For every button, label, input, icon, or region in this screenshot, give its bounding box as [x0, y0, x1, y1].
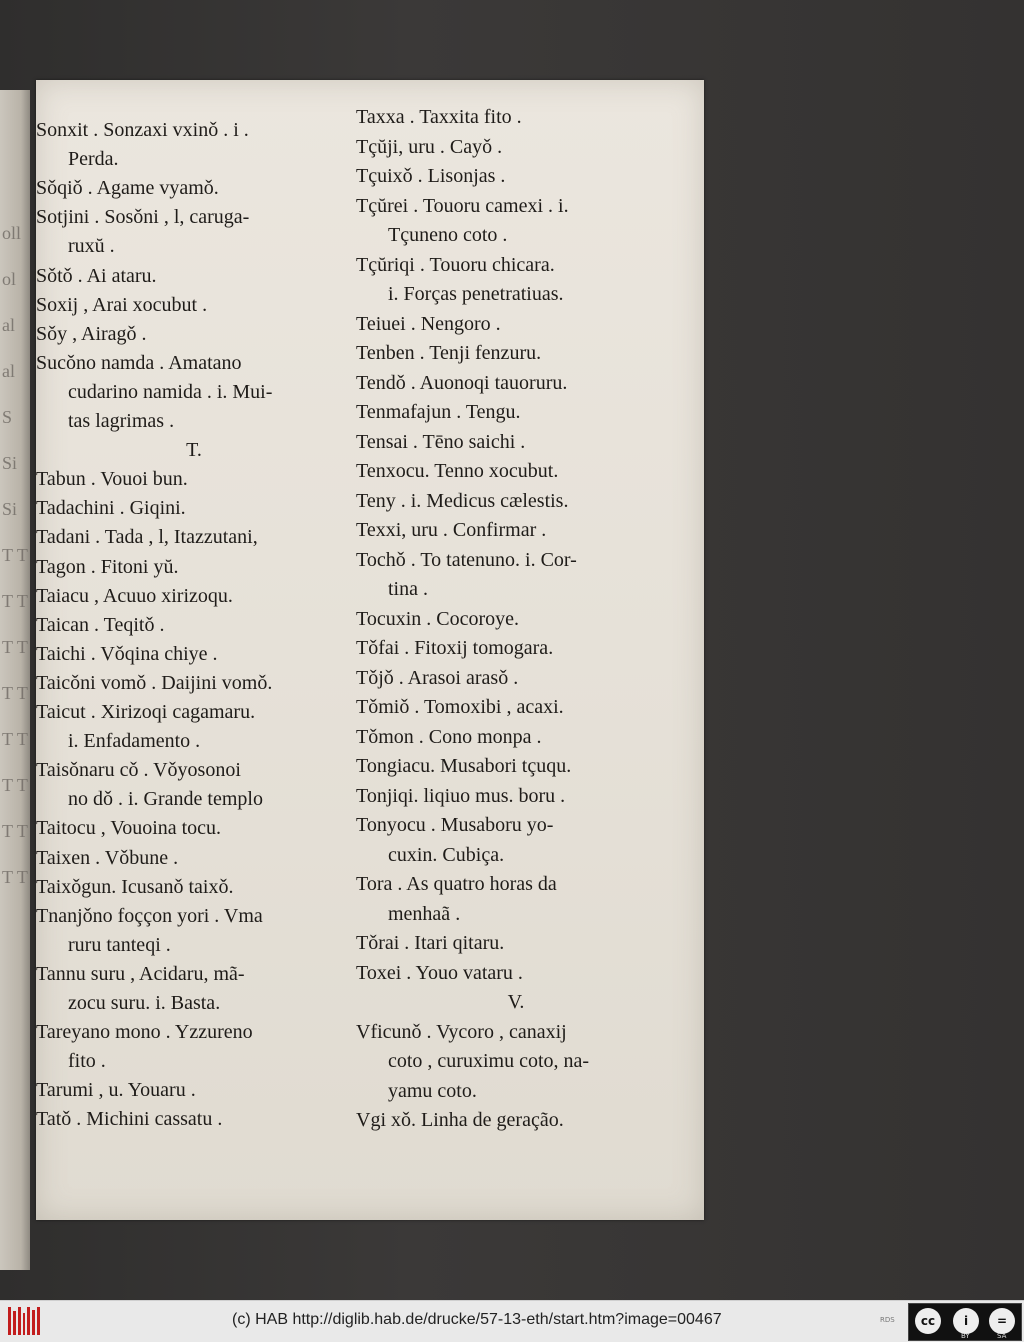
- dictionary-line: Taicǒni vomǒ . Daijini vomǒ.: [36, 671, 273, 694]
- dictionary-line: yamu coto.: [388, 1079, 477, 1102]
- dictionary-line: Tçŭji, uru . Cayǒ .: [356, 135, 503, 158]
- dictionary-line: Taichi . Vǒqina chiye .: [36, 642, 218, 665]
- footer-bar: [0, 1300, 1024, 1342]
- hab-logo-icon: [8, 1307, 40, 1335]
- dictionary-line: ruxŭ .: [68, 235, 115, 258]
- dictionary-line: Taitocu , Vouoina tocu.: [36, 817, 222, 840]
- dictionary-line: ruru tanteqi .: [68, 933, 171, 956]
- dictionary-line: Tareyano mono . Yzzureno: [36, 1021, 253, 1044]
- dictionary-line: Sǒtǒ . Ai ataru.: [36, 264, 157, 287]
- dictionary-line: Vgi xǒ. Linha de geração.: [356, 1109, 564, 1131]
- dictionary-line: V.: [507, 991, 525, 1013]
- cc-license-badge[interactable]: [908, 1303, 1022, 1341]
- dictionary-line: Tensai . Tēno saichi .: [356, 430, 526, 453]
- dictionary-line: Tonyocu . Musaboru yo-: [356, 814, 554, 836]
- dictionary-line: Tatǒ . Michini cassatu .: [36, 1108, 223, 1131]
- book-page: [36, 80, 704, 1220]
- dictionary-line: Tǒrai . Itari qitaru.: [356, 932, 505, 954]
- dictionary-line: Tçuixǒ . Lisonjas .: [356, 165, 506, 187]
- dictionary-line: Tenxocu. Tenno xocubut.: [356, 460, 559, 482]
- cc-icon: cc: [915, 1308, 941, 1334]
- by-label: BY: [961, 1332, 970, 1340]
- dictionary-line: Tçuneno coto .: [388, 224, 508, 246]
- dictionary-line: Tendǒ . Auonoqi tauoruru.: [356, 371, 568, 394]
- copyright-url[interactable]: (c) HAB http://diglib.hab.de/drucke/57-13-eth/start.htm?image=00467: [232, 1311, 722, 1328]
- dictionary-line: Tabun . Vouoi bun.: [36, 468, 188, 491]
- dictionary-line: cudarino namida . i. Mui-: [68, 380, 273, 403]
- dictionary-line: Toxei . Youo vataru .: [356, 961, 523, 984]
- dictionary-line: Taxxa . Taxxita fito .: [356, 106, 522, 128]
- dictionary-line: Tarumi , u. Youaru .: [36, 1079, 196, 1102]
- dictionary-line: Sonxit . Sonzaxi vxinǒ . i .: [36, 119, 249, 141]
- dictionary-line: tina .: [388, 578, 428, 600]
- adjacent-page-edge: [0, 90, 30, 1270]
- dictionary-line: Sotjini . Sosǒni , l, caruga-: [36, 206, 250, 229]
- dictionary-line: i. Enfadamento .: [68, 730, 201, 753]
- dictionary-line: i. Forças penetratiuas.: [388, 283, 564, 305]
- dictionary-line: menhaã .: [388, 902, 461, 925]
- dictionary-line: Tnanjǒno foççon yori . Vma: [36, 904, 263, 927]
- dictionary-line: Taican . Teqitǒ .: [36, 613, 165, 636]
- dictionary-line: Tochǒ . To tatenuno. i. Cor-: [356, 548, 577, 571]
- dictionary-line: Tçŭriqi . Touoru chicara.: [356, 253, 555, 276]
- dictionary-line: Texxi, uru . Confirmar .: [356, 519, 547, 541]
- dictionary-line: Tonjiqi. liqiuo mus. boru .: [356, 784, 566, 807]
- dictionary-line: T.: [186, 439, 202, 462]
- dictionary-line: Sǒqiǒ . Agame vyamǒ.: [36, 177, 219, 200]
- dictionary-line: Tenben . Tenji fenzuru.: [356, 342, 542, 364]
- dictionary-line: Teny . i. Medicus cælestis.: [356, 489, 569, 512]
- rds-mark: RDS: [880, 1316, 895, 1324]
- dictionary-line: coto , curuximu coto, na-: [388, 1050, 590, 1072]
- dictionary-line: tas lagrimas .: [68, 410, 175, 432]
- dictionary-line: Soxij , Arai xocubut .: [36, 293, 208, 316]
- sa-icon: =: [989, 1308, 1015, 1334]
- dictionary-line: Tǒfai . Fitoxij tomogara.: [356, 637, 554, 659]
- dictionary-line: cuxin. Cubiça.: [388, 843, 505, 866]
- dictionary-line: Tǒmiǒ . Tomoxibi , acaxi.: [356, 696, 564, 718]
- dictionary-line: Sǒy , Airagǒ .: [36, 322, 147, 345]
- dictionary-line: Vficunǒ . Vycoro , canaxij: [356, 1020, 567, 1043]
- dictionary-line: Perda.: [68, 148, 119, 171]
- dictionary-line: Taixen . Vǒbune .: [36, 846, 179, 869]
- dictionary-line: zocu suru. i. Basta.: [68, 992, 221, 1014]
- dictionary-line: Taicut . Xirizoqi cagamaru.: [36, 701, 256, 723]
- dictionary-line: Teiuei . Nengoro .: [356, 312, 501, 335]
- dictionary-line: Tannu suru , Acidaru, mã-: [36, 962, 245, 985]
- dictionary-line: Taixǒgun. Icusanǒ taixǒ.: [36, 875, 234, 898]
- dictionary-line: Tadani . Tada , l, Itazzutani,: [36, 526, 258, 549]
- dictionary-line: Sucǒno namda . Amatano: [36, 351, 242, 374]
- dictionary-line: Tadachini . Giqini.: [36, 497, 186, 520]
- dictionary-line: Tǒmon . Cono monpa .: [356, 725, 542, 748]
- by-icon: i: [953, 1308, 979, 1334]
- dictionary-line: Taiacu , Acuuo xirizoqu.: [36, 584, 233, 607]
- dictionary-line: Tora . As quatro horas da: [356, 873, 557, 895]
- sa-label: SA: [997, 1332, 1007, 1340]
- dictionary-line: Tçŭrei . Touoru camexi . i.: [356, 194, 569, 217]
- adjacent-page-glyphs: oll ol al al S Si Si T T T T T T T T T T T T T T T T: [2, 223, 28, 887]
- dictionary-line: Tenmafajun . Tengu.: [356, 401, 521, 423]
- dictionary-line: Tagon . Fitoni yŭ.: [36, 555, 179, 578]
- dictionary-line: fito .: [68, 1050, 106, 1073]
- dictionary-line: Tocuxin . Cocoroye.: [356, 607, 520, 630]
- dictionary-line: no dǒ . i. Grande templo: [68, 788, 263, 811]
- dictionary-line: Tǒjǒ . Arasoi arasǒ .: [356, 666, 519, 689]
- dictionary-line: Taisǒnaru cǒ . Vǒyosonoi: [36, 759, 241, 782]
- dictionary-line: Tongiacu. Musabori tçuqu.: [356, 755, 572, 777]
